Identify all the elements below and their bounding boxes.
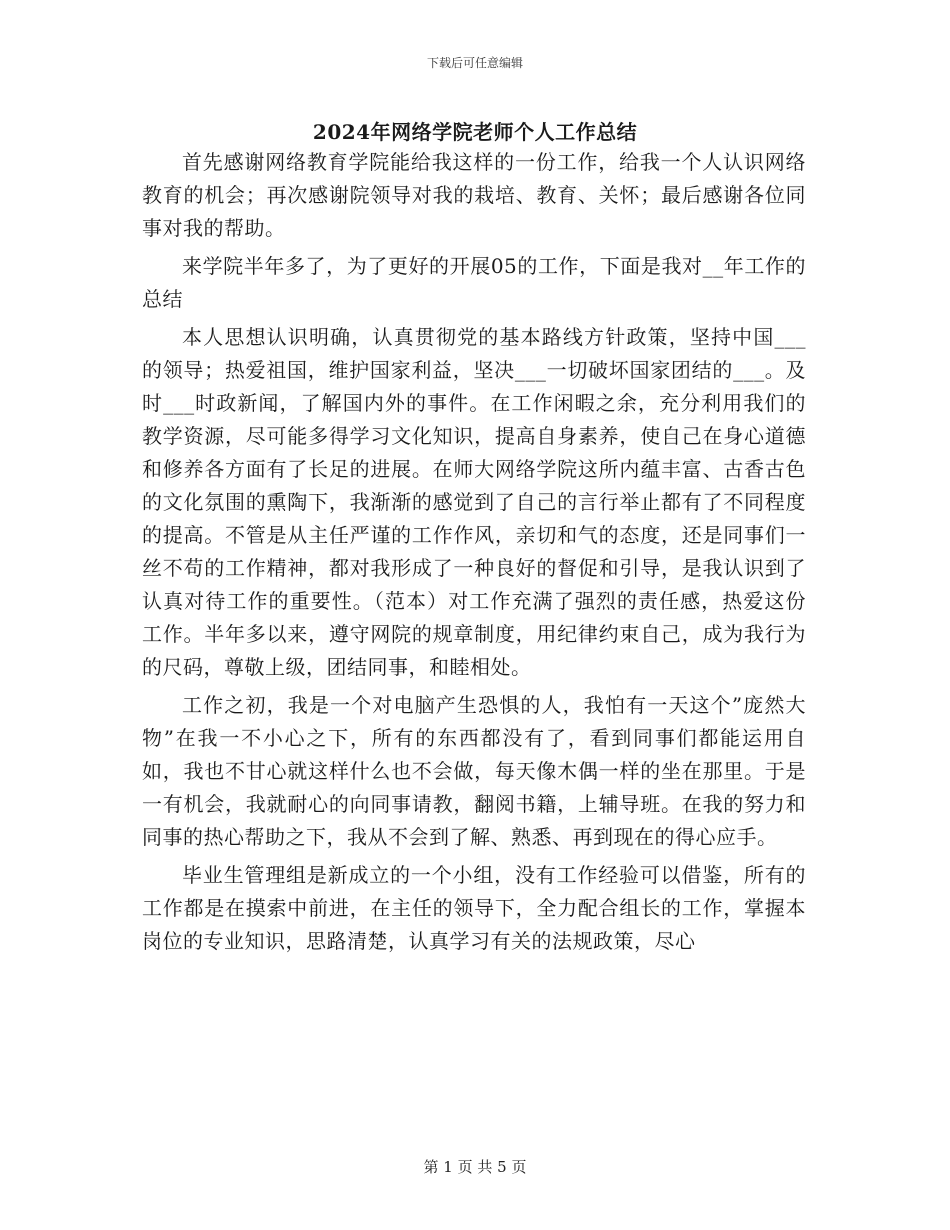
paragraph: 首先感谢网络教育学院能给我这样的一份工作，给我一个人认识网络教育的机会；再次感谢院领导对我的栽培、教育、关怀；最后感谢各位同事对我的帮助。 bbox=[142, 150, 806, 240]
paragraph: 工作之初，我是一个对电脑产生恐惧的人，我怕有一天这个”庞然大物”在我一不小心之下，所有的东西都没有了，看到同事们都能运用自如，我也不甘心就这样什么也不会做，每天像木偶一样的坐在那里。于是一有机会，我就耐心的向同事请教，翻阅书籍，上辅导班。在我的努力和同事的热心帮助之下，我从不会到了解、熟悉、再到现在的得心应手。 bbox=[142, 693, 806, 849]
page-number: 第 1 页 共 5 页 bbox=[423, 1158, 527, 1176]
header-note: 下载后可任意编辑 bbox=[426, 56, 523, 70]
paragraph: 毕业生管理组是新成立的一个小组，没有工作经验可以借鉴，所有的工作都是在摸索中前进，在主任的领导下，全力配合组长的工作，掌握本岗位的专业知识，思路清楚，认真学习有关的法规政策，尽心 bbox=[142, 863, 806, 953]
paragraph: 本人思想认识明确，认真贯彻党的基本路线方针政策，坚持中国___的领导；热爱祖国，维护国家利益，坚决___一切破坏国家团结的___。及时___时政新闻，了解国内外的事件。在工作闲暇之余，充分利用我们的教学资源，尽可能多得学习文化知识，提高自身素养，使自己在身心道德和修养各方面有了长足的进展。在师大网络学院这所内蕴丰富、古香古色的文化氛围的熏陶下，我渐渐的感觉到了自己的言行举止都有了不同程度的提高。不管是从主任严谨的工作作风，亲切和气的态度，还是同事们一丝不苟的工作精神，都对我形成了一种良好的督促和引导，是我认识到了认真对待工作的重要性。（范本）对工作充满了强烈的责任感，热爱这份工作。半年多以来，遵守网院的规章制度，用纪律约束自己，成为我行为的尺码，尊敬上级，团结同事，和睦相处。 bbox=[142, 325, 806, 679]
document-body bbox=[142, 146, 806, 963]
document-title: 2024年网络学院老师个人工作总结 bbox=[312, 120, 638, 144]
paragraph: 来学院半年多了，为了更好的开展05的工作，下面是我对__年工作的总结 bbox=[142, 254, 806, 311]
